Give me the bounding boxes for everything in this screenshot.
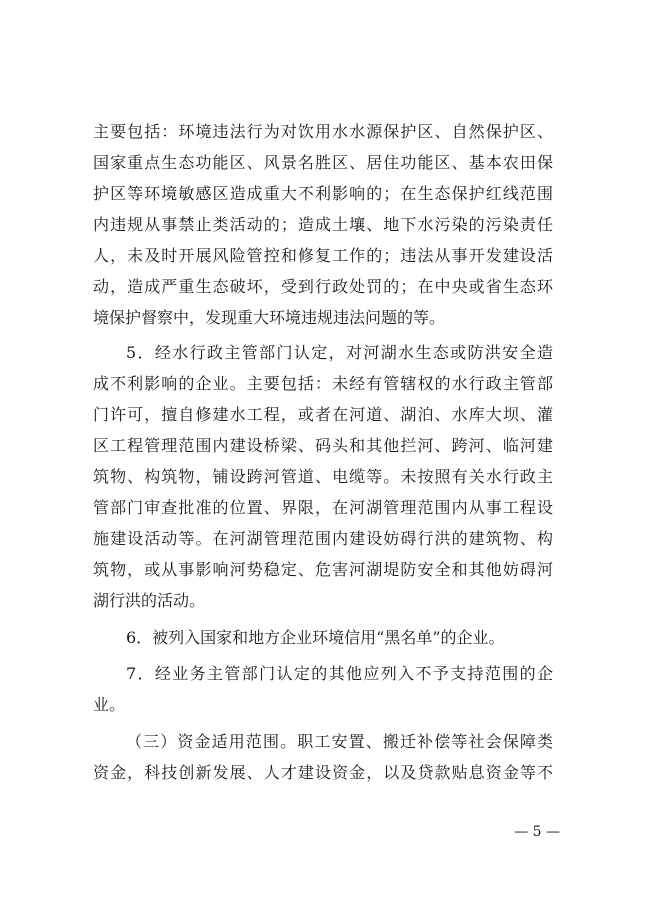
text-line: 筑物，或从事影响河势稳定、危害河湖堤防安全和其他妨碍河	[93, 560, 553, 579]
text-line: 业。	[93, 695, 126, 714]
paragraph-5-first-line: 5．经水行政主管部门认定，对河湖水生态或防洪安全造	[126, 343, 553, 362]
text-line: 门许可，擅自修建水工程，或者在河道、湖泊、水库大坝、灌	[93, 405, 553, 424]
text-line: 人，未及时开展风险管控和修复工作的；违法从事开发建设活	[93, 246, 553, 265]
text-line: 主要包括：环境违法行为对饮用水水源保护区、自然保护区、	[93, 122, 553, 141]
page-number: — 5 —	[514, 824, 560, 840]
paragraph-7-first-line: 7．经业务主管部门认定的其他应列入不予支持范围的企	[126, 664, 553, 683]
paragraph-6-line: 6．被列入国家和地方企业环境信用“黑名单”的企业。	[126, 628, 505, 647]
text-line: 湖行洪的活动。	[93, 591, 206, 610]
text-line: 施建设活动等。在河湖管理范围内建设妨碍行洪的建筑物、构	[93, 529, 553, 548]
text-line: 动，造成严重生态破坏，受到行政处罚的；在中央或省生态环	[93, 277, 553, 296]
text-line: 境保护督察中，发现重大环境违规违法问题的等。	[93, 308, 446, 327]
text-line: 国家重点生态功能区、风景名胜区、居住功能区、基本农田保	[93, 153, 553, 172]
section-3-first-line: （三）资金适用范围。职工安置、搬迁补偿等社会保障类	[126, 732, 553, 751]
text-line: 管部门审查批准的位置、界限，在河湖管理范围内从事工程设	[93, 498, 553, 517]
text-line: 护区等环境敏感区造成重大不利影响的；在生态保护红线范围	[93, 184, 553, 203]
text-line: 区工程管理范围内建设桥梁、码头和其他拦河、跨河、临河建	[93, 436, 553, 455]
text-line: 内违规从事禁止类活动的；造成土壤、地下水污染的污染责任	[93, 215, 553, 234]
text-line: 筑物、构筑物，铺设跨河管道、电缆等。未按照有关水行政主	[93, 467, 553, 486]
text-line: 资金，科技创新发展、人才建设资金，以及贷款贴息资金等不	[93, 763, 553, 782]
text-line: 成不利影响的企业。主要包括：未经有管辖权的水行政主管部	[93, 374, 553, 393]
